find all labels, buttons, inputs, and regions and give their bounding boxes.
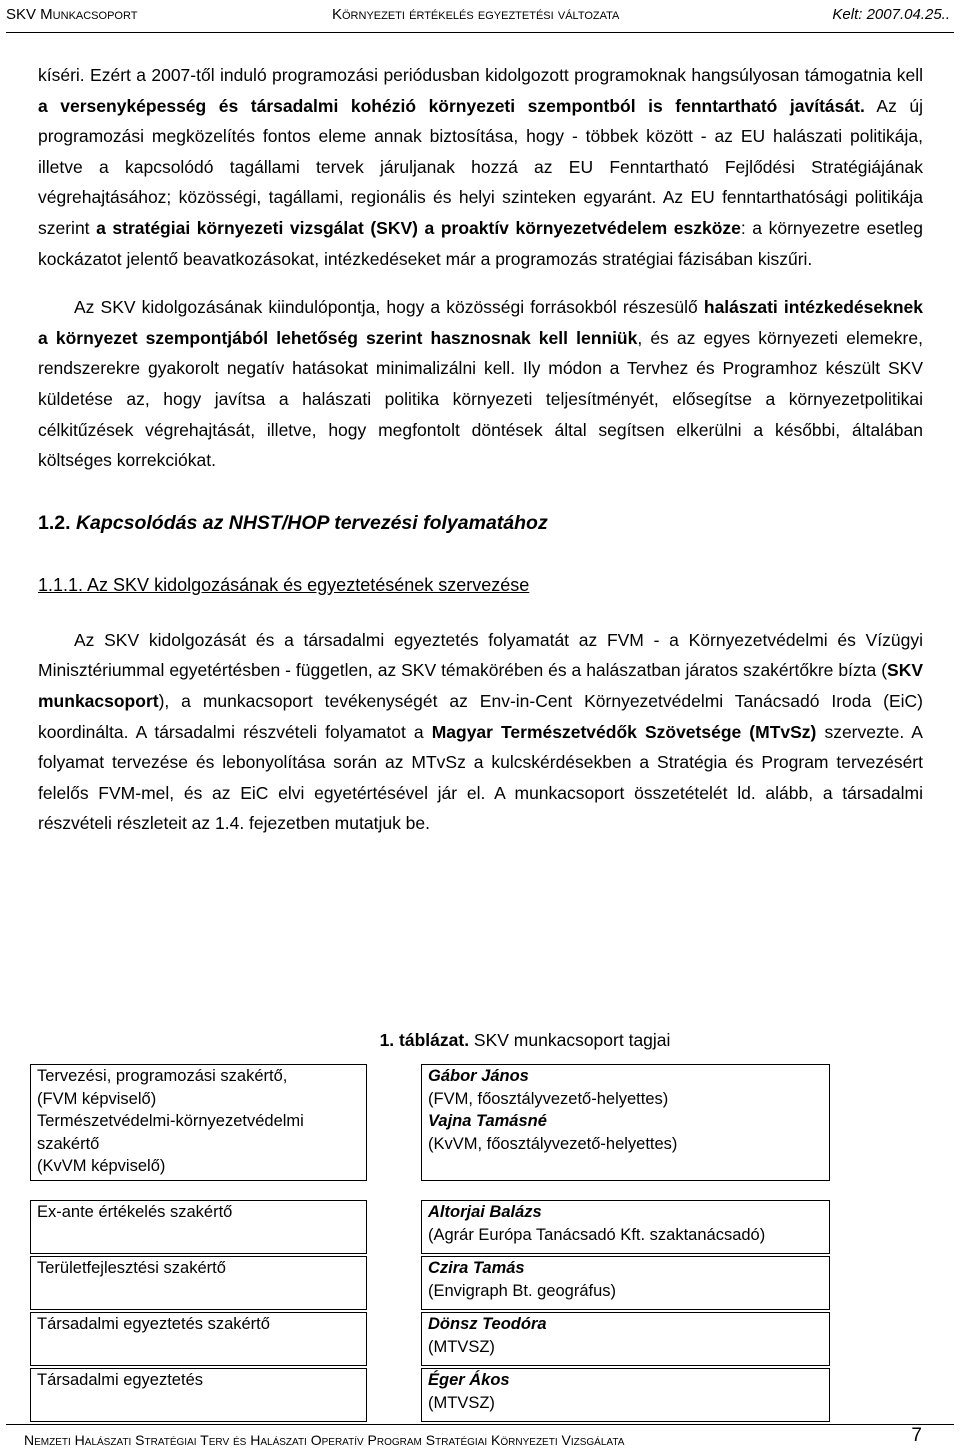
section-title: Kapcsolódás az NHST/HOP tervezési folyamatához [75,511,548,534]
header-date: Kelt: 2007.04.25.. [832,6,950,23]
role-text: szakértő [37,1134,100,1153]
role-text: Ex-ante értékelés szakértő [37,1203,233,1221]
text-run-bold: Magyar Természetvédők Szövetsége (MTvSz) [431,721,817,742]
header-org: SKV Munkacsoport [6,6,138,23]
role-text: Tervezési, programozási szakértő, [37,1067,288,1085]
caption-number: 1. táblázat. [379,1030,470,1050]
member-org: (KvVM, főosztályvezető-helyettes) [428,1134,678,1153]
table-role-cell [30,1312,367,1366]
member-org: (MTVSZ) [428,1393,495,1412]
role-text: Területfejlesztési szakértő [37,1259,226,1277]
table-role-cell [30,1256,367,1310]
role-text: Természetvédelmi-környezetvédelmi [37,1112,304,1130]
paragraph-skv-start [38,292,923,476]
text-run-bold: a stratégiai környezeti vizsgálat (SKV) a proaktív környezetvédelem eszköze [96,217,741,238]
member-org: (MTVSZ) [428,1337,495,1356]
footer-title: Nemzeti Halászati Stratégiai Terv és Halászati Operatív Program Stratégiai Környezeti Vizsgálata [24,1432,625,1448]
section-number: 1.2. [38,511,71,534]
member-name: Vajna Tamásné [428,1112,547,1130]
text-run: kíséri. Ezért a 2007-től induló programozási periódusban kidolgozott programoknak hangsúlyosan támogatnia kell [38,65,923,85]
member-name: Gábor János [428,1067,529,1085]
role-text: Társadalmi egyeztetés szakértő [37,1315,270,1333]
role-text: (KvVM képviselő) [37,1157,166,1175]
table-caption [0,1025,960,1055]
text-run: Az új programozási megközelítés fontos eleme annak biztosítása, hogy - többek között - az EU halászati politikája, illetve a kapcsolódó tagállami tervek járuljanak hozzá az EU Fenntartható Fejlődési Stratégiájának végrehajtásához; közösségi, tagállami, regionális és helyi szinteken egyaránt. Az EU fenntarthatósági politikája szerint [38,95,923,238]
text-run: Az SKV kidolgozását és a társadalmi egyeztetés folyamatát az FVM - a Környezetvédelmi és Vízügyi Minisztériummal egyetértésben - független, az SKV témakörében és a halászatban járatos szakértőkre bízta ( [38,629,923,681]
text-run: , és az egyes környezeti elemekre, rendszerekre gyakorolt negatív hatásokat minimalizálni kell. Ily módon a Tervhez és Programhoz készült SKV küldetése az, hogy javítsa a halászati politika környezeti teljesítményét, elősegítse a környezetpolitikai célkitűzések végrehajtását, illetve, hogy megfontolt döntések által segítsen elkerülni a későbbi, általában költséges korrekciókat. [38,327,923,471]
table-role-cell [30,1368,367,1422]
table-member-cell [421,1064,830,1181]
table-member-cell [421,1368,830,1422]
text-run: Az SKV kidolgozásának kiindulópontja, hogy a közösségi forrásokból részesülő [74,297,704,318]
member-name: Éger Ákos [428,1371,510,1389]
table-role-cell [30,1064,367,1181]
page-header [6,0,954,33]
page-number: 7 [911,1425,922,1446]
section-heading [38,508,923,538]
member-name: Dönsz Teodóra [428,1315,547,1333]
text-run: szervezte. A folyamat tervezése és lebonyolítása során az MTvSz a kulcskérdésekben a Stratégia és Program tervezésért felelős FVM-mel, és az EiC elvi egyetértésével jár el. A munkacsoport összetételét ld. alább, a társadalmi részvételi részleteit az 1.4. fejezetben mutatjuk be. [38,721,923,834]
text-run: ), a munkacsoport tevékenységét az Env-in-Cent Környezetvédelmi Tanácsadó Iroda (EiC) koordinálta. A társadalmi részvételi folyamatot a [38,690,923,742]
text-run-bold: halászati intézkedéseknek a környezet szempontjából lehetőség szerint hasznosnak kell lenniük [38,297,924,348]
member-name: Czira Tamás [428,1259,525,1277]
member-name: Altorjai Balázs [428,1203,542,1221]
role-text: Társadalmi egyeztetés [37,1371,203,1389]
page-footer [6,1424,954,1456]
table-role-cell [30,1200,367,1254]
text-run-bold: SKV munkacsoport [38,660,923,711]
member-org: (Agrár Európa Tanácsadó Kft. szaktanácsadó) [428,1225,766,1244]
page-content [38,60,923,839]
text-run: : a környezetre esetleg kockázatot jelentő beavatkozásokat, intézkedéseket már a programozás stratégiai fázisában kiszűri. [38,217,924,269]
table-member-cell [421,1200,830,1254]
text-run-bold: a versenyképesség és társadalmi kohézió környezeti szempontból is fenntartható javítását. [38,95,865,116]
paragraph-programming [38,60,923,274]
header-doc-title: Környezeti értékelés egyeztetési változata [332,6,620,23]
table-member-cell [421,1312,830,1366]
member-org: (Envigraph Bt. geográfus) [428,1281,617,1300]
table-member-cell [421,1256,830,1310]
paragraph-organisation [38,625,923,839]
member-org: (FVM, főosztályvezető-helyettes) [428,1089,669,1108]
subsection-heading: 1.1.1. Az SKV kidolgozásának és egyeztetésének szervezése [38,574,530,595]
caption-text: SKV munkacsoport tagjai [469,1030,671,1050]
role-text: (FVM képviselő) [37,1089,157,1108]
